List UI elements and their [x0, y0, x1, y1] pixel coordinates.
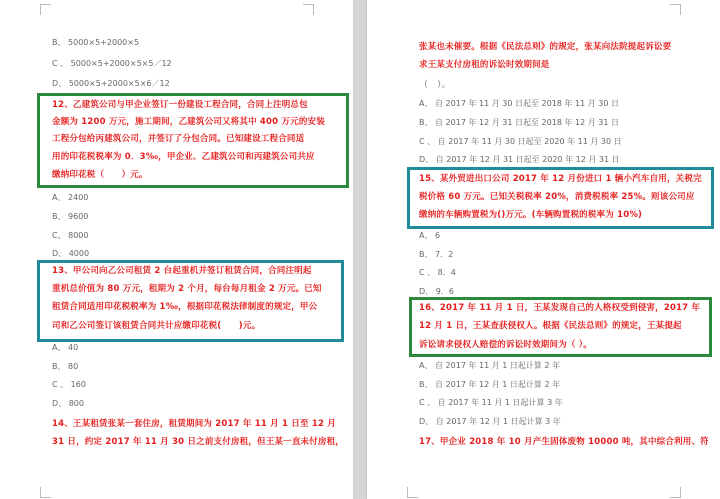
- option-line: A、 自 2017 年 11 月 1 日起计算 2 年: [419, 361, 561, 370]
- question-line: 张某也未催要。根据《民法总则》的规定，张某向法院提起诉讼要: [419, 42, 672, 52]
- option-line: A、 2400: [52, 193, 89, 202]
- option-line: C 、 5000×5+2000×5×5／12: [52, 59, 172, 68]
- option-line: C 、 160: [52, 380, 86, 389]
- option-line: B、 9600: [52, 212, 89, 221]
- document-page-right: [367, 0, 720, 499]
- option-line: B、 7．2: [419, 250, 454, 259]
- crop-mark: [407, 487, 418, 498]
- option-line: D、 4000: [52, 249, 90, 258]
- option-line: B、 5000×5+2000×5: [52, 38, 140, 47]
- crop-mark: [670, 487, 681, 498]
- question-line: 31 日，约定 2017 年 11 月 30 日之前支付房租，但王某一直未付房租，: [52, 437, 345, 447]
- option-line: A、 6: [419, 231, 441, 240]
- option-line: D、 800: [52, 399, 84, 408]
- option-line: C 、 8．4: [419, 268, 456, 277]
- question-line: 重机总价值为 80 万元，租期为 2 个月，每台每月租金 2 万元。已知: [52, 284, 322, 294]
- question-line: 用的印花税税率为 0．3‰，甲企业、乙建筑公司和丙建筑公司共应: [52, 152, 315, 162]
- option-line: D、 9．6: [419, 287, 454, 296]
- option-line: D、 5000×5+2000×5×6／12: [52, 79, 170, 88]
- crop-mark: [303, 4, 314, 15]
- option-line: C、 8000: [52, 231, 89, 240]
- question-line: 12 月 1 日，王某查获侵权人。根据《民法总则》的规定，王某提起: [419, 321, 682, 331]
- option-line: B、 自 2017 年 12 月 1 日起计算 2 年: [419, 380, 561, 389]
- crop-mark: [40, 487, 51, 498]
- option-line: C 、 自 2017 年 11 月 30 日起至 2020 年 11 月 30 日: [419, 137, 622, 146]
- question-line: 工程分包给丙建筑公司，并签订了分包合同。已知建设工程合同适: [52, 134, 305, 144]
- question-line: 13、甲公司向乙公司租赁 2 台起重机并签订租赁合同，合同注明起: [52, 266, 312, 276]
- option-line: D、 自 2017 年 12 月 1 日起计算 3 年: [419, 417, 561, 426]
- option-line: B、 80: [52, 362, 79, 371]
- answer-blank: （ ）。: [419, 80, 451, 90]
- question-line: 司和乙公司签订该租赁合同共计应缴印花税( )元。: [52, 321, 261, 331]
- question-line: 缴纳印花税（ ）元。: [52, 170, 148, 180]
- question-line: 税价格 60 万元。已知关税税率 20%，消费税税率 25%。则该公司应: [419, 192, 695, 202]
- question-line: 缴纳的车辆购置税为()万元。(车辆购置税的税率为 10%): [419, 210, 643, 220]
- option-line: B、 自 2017 年 12 月 31 日起至 2018 年 12 月 31 日: [419, 118, 619, 127]
- option-line: A、 40: [52, 343, 79, 352]
- question-line: 16、2017 年 11 月 1 日，王某发现自己的人格权受到侵害，2017 年: [419, 303, 701, 313]
- page-gutter: [353, 0, 367, 499]
- question-line: 17、甲企业 2018 年 10 月产生固体废物 10000 吨，其中综合利用、符: [419, 437, 709, 447]
- crop-mark: [40, 4, 51, 15]
- question-line: 15、某外贸进出口公司 2017 年 12 月份进口 1 辆小汽车自用，关税完: [419, 174, 702, 184]
- document-page-left: [0, 0, 353, 499]
- question-line: 14、王某租赁张某一套住房，租赁期间为 2017 年 11 月 1 日至 12 月: [52, 419, 336, 429]
- option-line: A、 自 2017 年 11 月 30 日起至 2018 年 11 月 30 日: [419, 99, 619, 108]
- option-line: C 、 自 2017 年 11 月 1 日起计算 3 年: [419, 398, 563, 407]
- crop-mark: [670, 4, 681, 15]
- question-line: 12、乙建筑公司与甲企业签订一份建设工程合同，合同上注明总包: [52, 100, 308, 110]
- question-line: 金额为 1200 万元，施工期间，乙建筑公司又将其中 400 万元的安装: [52, 117, 325, 127]
- question-line: 租赁合同适用印花税税率为 1‰，根据印花税法律制度的规定，甲公: [52, 302, 318, 312]
- question-line: 诉讼请求侵权人赔偿的诉讼时效期间为（ ）。: [419, 340, 592, 350]
- option-line: D、 自 2017 年 12 月 31 日起至 2020 年 12 月 31 日: [419, 155, 620, 164]
- question-line: 求王某支付房租的诉讼时效期间是: [419, 60, 550, 70]
